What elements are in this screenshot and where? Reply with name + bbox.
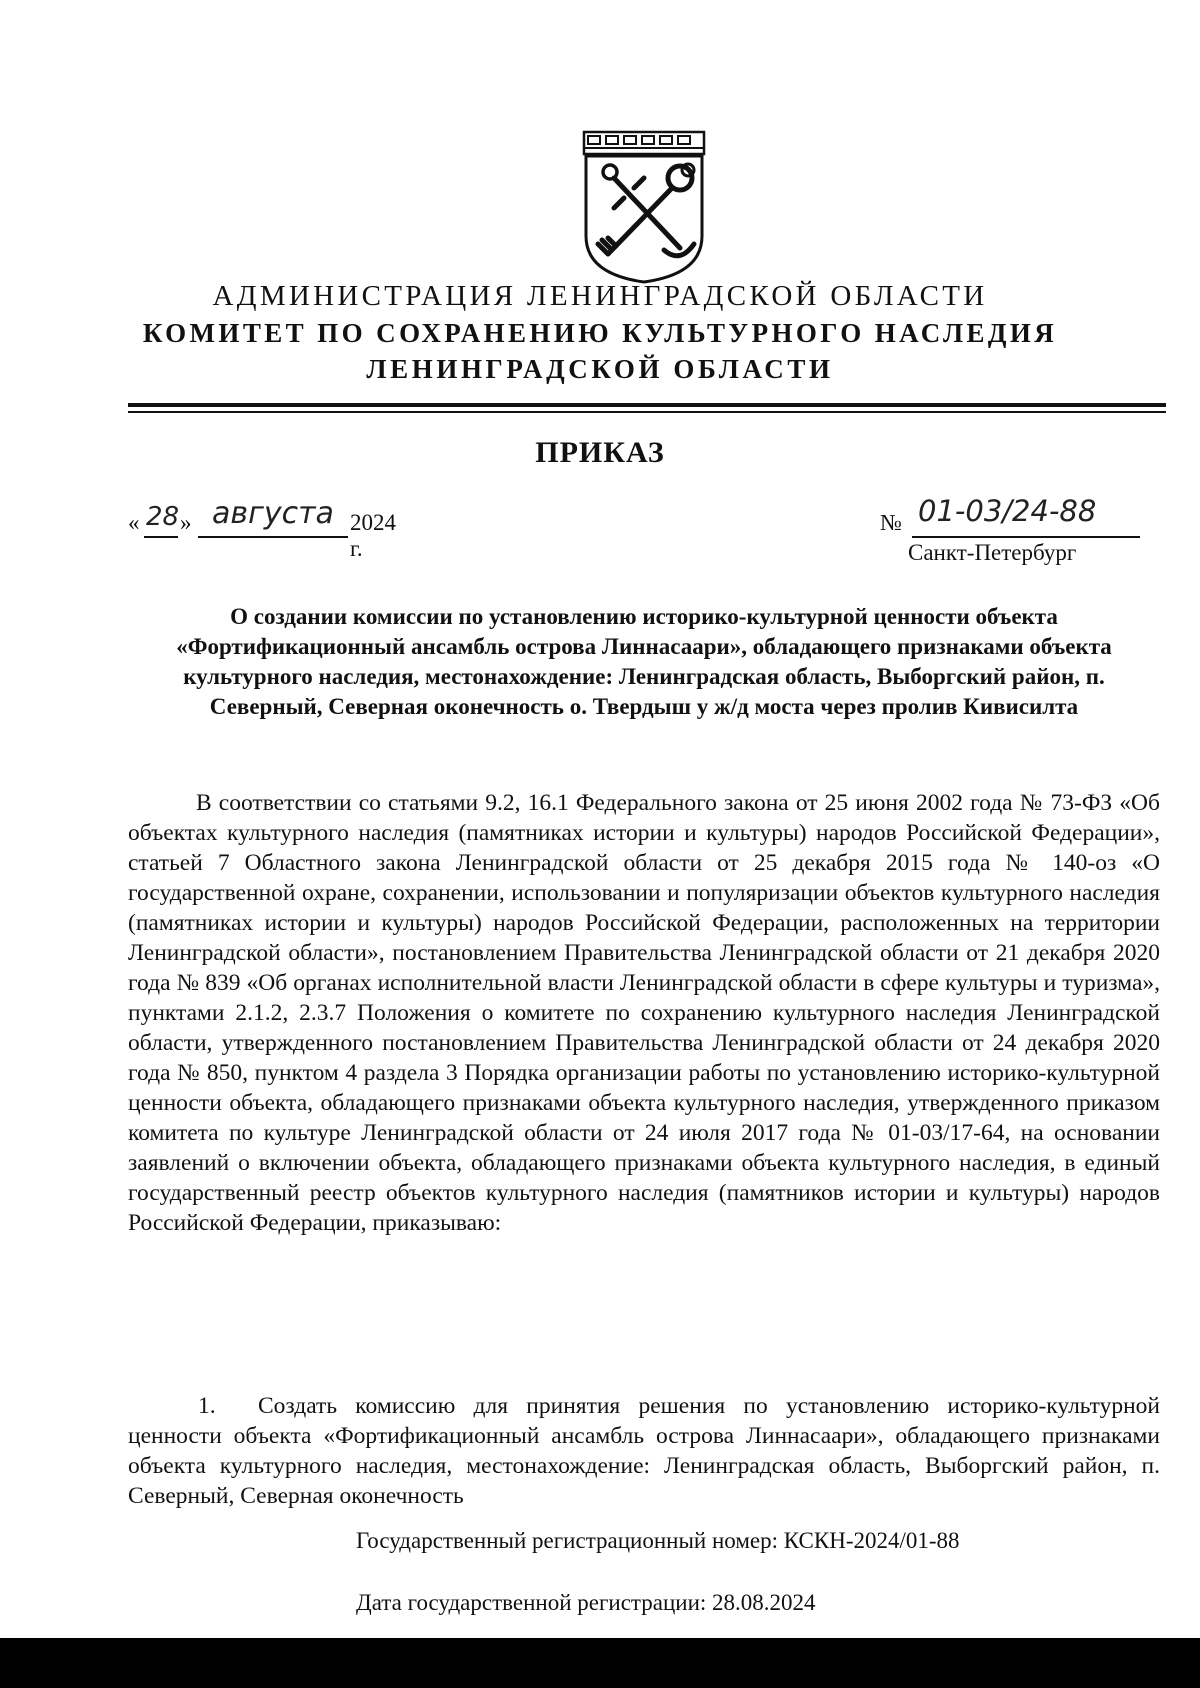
- order-title: ПРИКАЗ: [535, 436, 665, 469]
- order-city: Санкт-Петербург: [908, 540, 1077, 565]
- date-day-underline: [144, 536, 178, 538]
- scan-footer-bar: [0, 1638, 1200, 1688]
- number-handwritten: 01-03/24-88: [918, 494, 1097, 528]
- item-number: 1.: [198, 1393, 216, 1419]
- date-month-handwritten: августа: [212, 496, 334, 531]
- registration-date: Дата государственной регистрации: 28.08.2024: [356, 1590, 816, 1615]
- committee-region: ЛЕНИНГРАДСКОЙ ОБЛАСТИ: [366, 354, 834, 384]
- date-year: 2024 г.: [350, 510, 396, 561]
- order-preamble: В соответствии со статьями 9.2, 16.1 Федерального закона от 25 июня 2002 года № 73-ФЗ «Об объектах культурного наследия (памятниках истории и культуры) народов Российской Федерации», статьей 7 Областного закона Ленинградской области от 25 декабря 2015 года № 140-оз «О государственной охране, сохранении, использовании и популяризации объектов культурного наследия (памятниках истории и культуры) народов Российской Федерации, расположенных на территории Ленинградской области», постановлением Правительства Ленинградской области от 21 декабря 2020 года № 839 «Об органах исполнительной власти Ленинградской области в сфере культуры и туризма», пунктами 2.1.2, 2.3.7 Положения о комитете по сохранению культурного наследия Ленинградской области, утвержденного постановлением Правительства Ленинградской области от 24 декабря 2020 года № 850, пунктом 4 раздела 3 Порядка организации работы по установлению историко-культурной ценности объекта, обладающего признаками объекта культурного наследия, утвержденного приказом комитета по культуре Ленинградской области от 24 июля 2017 года № 01-03/17-64, на основании заявлений о включении объекта, обладающего признаками объекта культурного наследия, в единый государственный реестр объектов культурного наследия (памятников истории и культуры) народов Российской Федерации, приказываю:: [128, 790, 1160, 1236]
- date-month-underline: [198, 536, 348, 538]
- order-number: [880, 494, 1140, 538]
- registration-number: Государственный регистрационный номер: КСКН-2024/01-88: [356, 1528, 960, 1553]
- date-day-handwritten: 28: [146, 502, 180, 532]
- number-underline: [912, 536, 1140, 538]
- order-item-1: [128, 1391, 1160, 1511]
- committee-title: КОМИТЕТ ПО СОХРАНЕНИЮ КУЛЬТУРНОГО НАСЛЕДИЯ: [142, 318, 1058, 348]
- item-text: Создать комиссию для принятия решения по установлению историко-культурной ценности объекта «Фортификационный ансамбль острова Линнасаари», обладающего признаками объекта культурного наследия, местонахождение: Ленинградская область, Выборгский район, п. Северный, Северная оконечность: [128, 1393, 1160, 1509]
- date-open-quote: «: [128, 510, 140, 535]
- coat-of-arms-icon: [572, 126, 716, 286]
- header-rule-thick: [128, 403, 1166, 407]
- date-close-quote: »: [180, 510, 192, 535]
- number-prefix: №: [880, 510, 902, 535]
- header-rule-thin: [128, 411, 1166, 413]
- order-subject: О создании комиссии по установлению историко-культурной ценности объекта «Фортификационный ансамбль острова Линнасаари», обладающего признаками объекта культурного наследия, местонахождение: Ленинградская область, Выборгский район, п. Северный, Северная оконечность о. Твердыш у ж/д моста через пролив Кивисилта: [176, 604, 1112, 719]
- administration-title: АДМИНИСТРАЦИЯ ЛЕНИНГРАДСКОЙ ОБЛАСТИ: [212, 280, 988, 312]
